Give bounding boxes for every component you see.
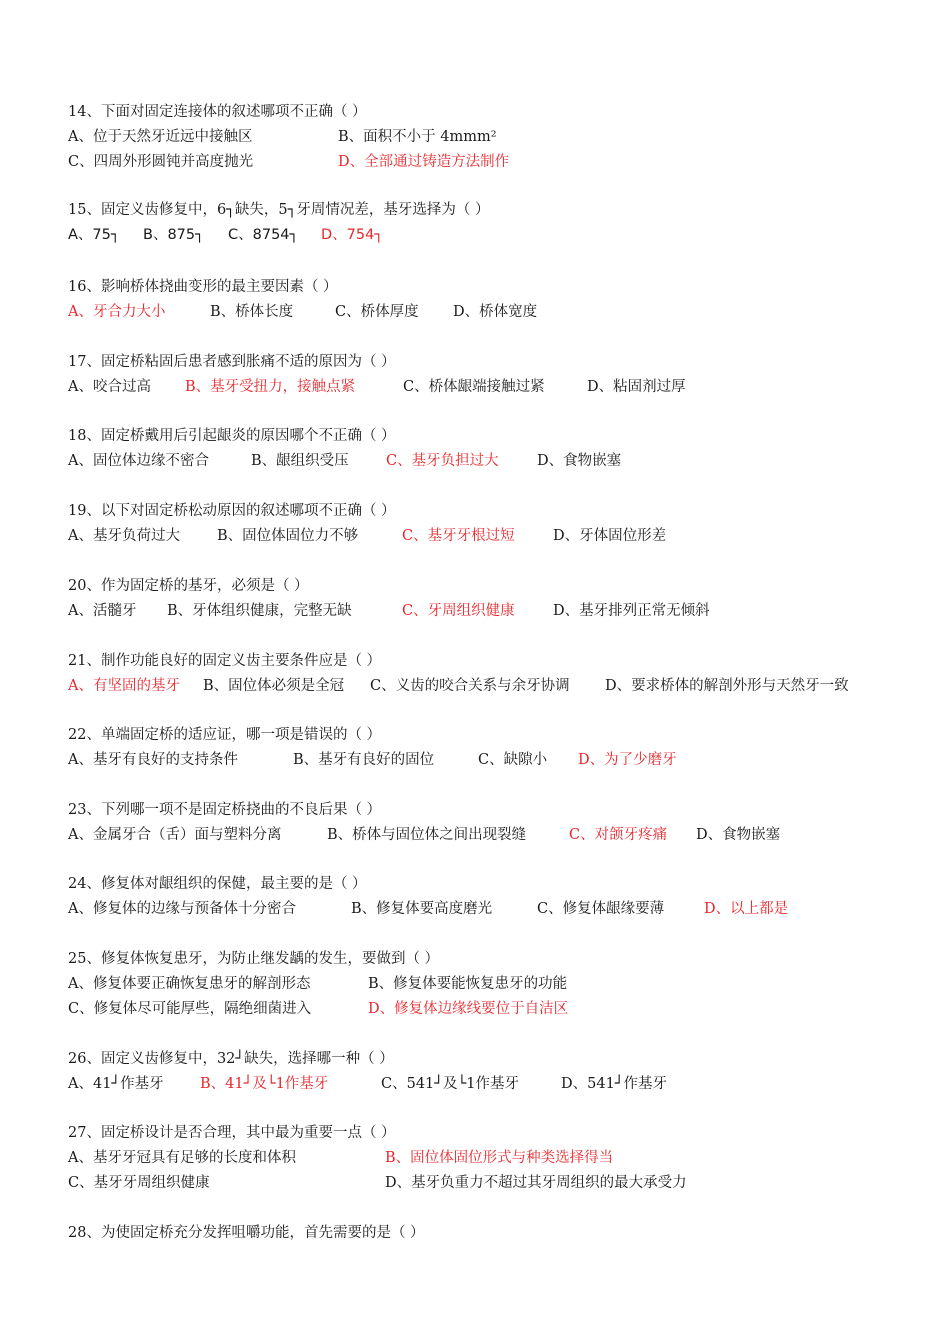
answer-option: D、全部通过铸造方法制作	[338, 154, 510, 170]
option: D、要求桥体的解剖外形与天然牙一致	[605, 678, 849, 694]
question-stem: 25、修复体恢复患牙，为防止继发龋的发生，要做到（ ）	[68, 951, 440, 967]
answer-option: B、基牙受扭力，接触点紧	[185, 379, 356, 395]
question-block	[68, 1047, 938, 1097]
question-stem: 26、固定义齿修复中，32┘缺失，选择哪一种（ ）	[68, 1051, 394, 1067]
option: B、875┐	[143, 227, 204, 243]
option: A、75┐	[68, 227, 120, 243]
question-block	[68, 574, 938, 624]
option: B、固位体固位力不够	[217, 528, 359, 544]
answer-option: D、以上都是	[704, 901, 789, 917]
question-stem: 28、为使固定桥充分发挥咀嚼功能，首先需要的是（ ）	[68, 1225, 425, 1241]
option: D、桥体宽度	[453, 304, 538, 320]
option: A、基牙有良好的支持条件	[68, 752, 238, 768]
option: D、粘固剂过厚	[587, 379, 686, 395]
question-stem: 21、制作功能良好的固定义齿主要条件应是（ ）	[68, 653, 382, 669]
question-stem: 17、固定桥粘固后患者感到胀痛不适的原因为（ ）	[68, 354, 396, 370]
question-stem: 15、固定义齿修复中，6┐缺失，5┐牙周情况差，基牙选择为（ ）	[68, 202, 490, 218]
question-block	[68, 798, 938, 848]
answer-option: C、基牙负担过大	[386, 453, 499, 469]
question-stem: 27、固定桥设计是否合理，其中最为重要一点（ ）	[68, 1125, 396, 1141]
option: C、缺隙小	[478, 752, 548, 768]
option: A、41┘作基牙	[68, 1076, 164, 1092]
answer-option: C、基牙牙根过短	[402, 528, 515, 544]
option: D、食物嵌塞	[537, 453, 622, 469]
options-row	[68, 897, 938, 922]
option: A、基牙牙冠具有足够的长度和体积	[68, 1150, 296, 1166]
question-stem: 14、下面对固定连接体的叙述哪项不正确（ ）	[68, 104, 367, 120]
option: A、位于天然牙近远中接触区	[68, 129, 253, 145]
options-row	[68, 823, 938, 848]
option: A、修复体的边缘与预备体十分密合	[68, 901, 296, 917]
answer-option: D、为了少磨牙	[578, 752, 677, 768]
option: B、桥体与固位体之间出现裂缝	[327, 827, 527, 843]
answer-option: B、41┘及└1作基牙	[200, 1076, 329, 1092]
options-row	[68, 997, 938, 1022]
answer-option: A、牙合力大小	[68, 304, 166, 320]
option: B、修复体要能恢复患牙的功能	[368, 976, 568, 992]
option: B、固位体必须是全冠	[203, 678, 345, 694]
options-row	[68, 972, 938, 997]
question-stem: 18、固定桥戴用后引起龈炎的原因哪个不正确（ ）	[68, 428, 396, 444]
question-stem: 23、下列哪一项不是固定桥挠曲的不良后果（ ）	[68, 802, 382, 818]
options-row	[68, 599, 938, 624]
question-stem: 20、作为固定桥的基牙，必须是（ ）	[68, 578, 309, 594]
option: C、桥体厚度	[335, 304, 419, 320]
options-row	[68, 1146, 938, 1171]
options-row	[68, 674, 938, 699]
options-row	[68, 1171, 938, 1196]
option: A、活髓牙	[68, 603, 137, 619]
option: C、四周外形圆钝并高度抛光	[68, 154, 254, 170]
option: C、义齿的咬合关系与余牙协调	[370, 678, 570, 694]
option: A、基牙负荷过大	[68, 528, 180, 544]
question-block	[68, 198, 938, 248]
question-stem: 22、单端固定桥的适应证，哪一项是错误的（ ）	[68, 727, 382, 743]
answer-option: A、有坚固的基牙	[68, 678, 180, 694]
option: C、修复体尽可能厚些，隔绝细菌进入	[68, 1001, 312, 1017]
option: B、面积不小于 4mmm²	[338, 129, 497, 145]
answer-option: B、固位体固位形式与种类选择得当	[385, 1150, 614, 1166]
option: A、咬合过高	[68, 379, 151, 395]
options-row	[68, 748, 938, 773]
options-row	[68, 150, 938, 175]
question-block	[68, 723, 938, 773]
option: C、541┘及└1作基牙	[381, 1076, 519, 1092]
option: B、修复体要高度磨光	[351, 901, 493, 917]
question-block	[68, 649, 938, 699]
option: A、金属牙合（舌）面与塑料分离	[68, 827, 282, 843]
question-stem: 16、影响桥体挠曲变形的最主要因素（ ）	[68, 279, 338, 295]
option: A、固位体边缘不密合	[68, 453, 209, 469]
option: B、基牙有良好的固位	[293, 752, 435, 768]
option: B、桥体长度	[210, 304, 294, 320]
option: C、8754┐	[228, 227, 299, 243]
question-block	[68, 1221, 938, 1246]
question-block	[68, 1121, 938, 1196]
option: D、541┘作基牙	[561, 1076, 668, 1092]
question-block	[68, 424, 938, 474]
options-row	[68, 223, 938, 248]
options-row	[68, 125, 938, 150]
options-row	[68, 449, 938, 474]
option: D、牙体固位形差	[553, 528, 667, 544]
question-block	[68, 947, 938, 1022]
option: D、基牙负重力不超过其牙周组织的最大承受力	[385, 1175, 687, 1191]
options-row	[68, 1072, 938, 1097]
options-row	[68, 524, 938, 549]
option: A、修复体要正确恢复患牙的解剖形态	[68, 976, 311, 992]
question-stem: 24、修复体对龈组织的保健，最主要的是（ ）	[68, 876, 367, 892]
options-row	[68, 375, 938, 400]
question-block	[68, 499, 938, 549]
question-block	[68, 100, 938, 175]
option: D、基牙排列正常无倾斜	[553, 603, 710, 619]
question-block	[68, 350, 938, 400]
answer-option: C、牙周组织健康	[402, 603, 515, 619]
option: C、基牙牙周组织健康	[68, 1175, 210, 1191]
option: C、修复体龈缘要薄	[537, 901, 665, 917]
answer-option: D、修复体边缘线要位于自洁区	[368, 1001, 569, 1017]
option: C、桥体龈端接触过紧	[403, 379, 545, 395]
option: B、牙体组织健康，完整无缺	[167, 603, 352, 619]
question-stem: 19、以下对固定桥松动原因的叙述哪项不正确（ ）	[68, 503, 396, 519]
option: D、食物嵌塞	[696, 827, 781, 843]
answer-option: C、对颌牙疼痛	[569, 827, 668, 843]
question-block	[68, 275, 938, 325]
options-row	[68, 300, 938, 325]
option: B、龈组织受压	[251, 453, 349, 469]
question-block	[68, 872, 938, 922]
answer-option: D、754┐	[321, 227, 384, 243]
